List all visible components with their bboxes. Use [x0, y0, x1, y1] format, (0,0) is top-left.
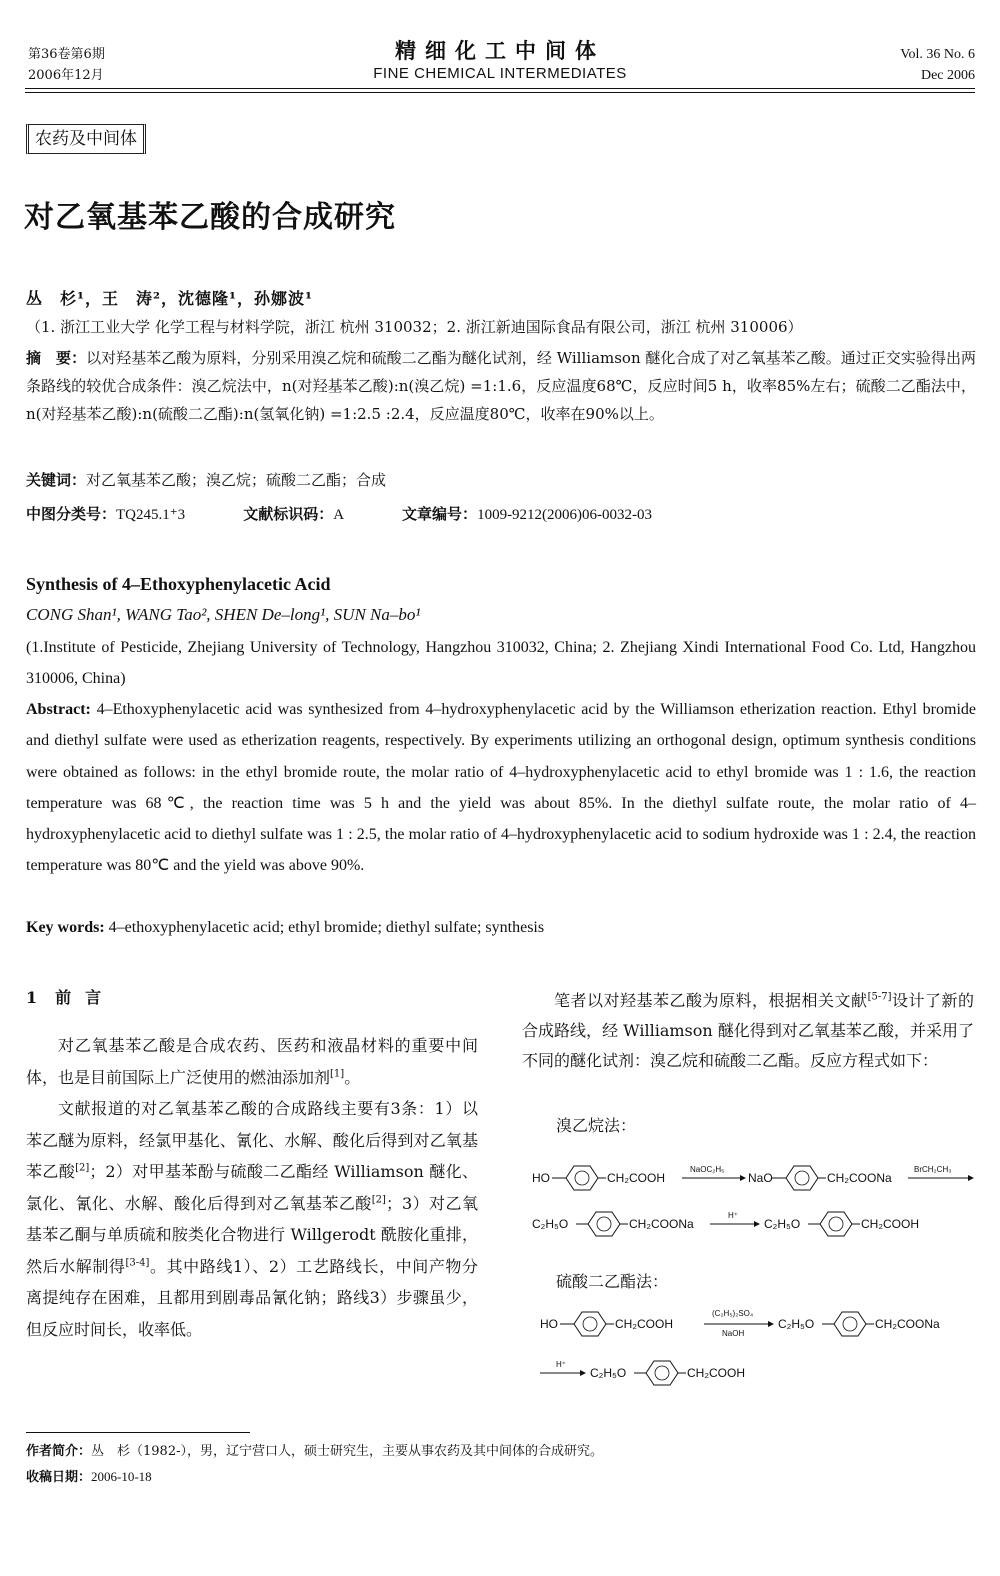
- affiliation-en: (1.Institute of Pesticide, Zhejiang University of Technology, Hangzhou 310032, China; 2. Zhejiang Xindi International Food Co. Ltd, Hangzhou 310006, China): [26, 639, 976, 687]
- section-heading-1: [26, 986, 115, 1010]
- benzene-ring-icon: [834, 1312, 866, 1336]
- abstract-en-label: Abstract:: [26, 701, 91, 718]
- scheme1-acid: H⁺: [728, 1211, 738, 1220]
- received-label: 收稿日期：: [26, 1470, 92, 1485]
- abstract-cn-text: 以对羟基苯乙酸为原料，分别采用溴乙烷和硫酸二乙酯为醚化试剂，经 Williamson 醚化合成了对乙氧基苯乙酸。通过正交实验得出两条路线的较优合成条件：溴乙烷法中，n(对羟基苯乙酸):n(溴乙烷) =1:1.6，反应温度68℃，反应时间5 h，收率85%左右；硫酸二乙酯法中，n(对羟基苯乙酸):n(硫酸二乙酯):n(氢氧化钠) =1:2.5 :2.4，反应温度80℃，收率在90%以上。: [26, 349, 976, 423]
- scheme1-product: CH₂COOH: [861, 1217, 919, 1231]
- doc-code-value: A: [333, 507, 345, 523]
- benzene-ring-icon: [588, 1212, 620, 1236]
- journal-name-en: FINE CHEMICAL INTERMEDIATES: [373, 65, 627, 82]
- keywords-cn-label: 关键词：: [26, 471, 87, 489]
- scheme2-ch2coona: CH₂COONa: [875, 1317, 940, 1331]
- classification-row: [26, 500, 976, 529]
- header-issue-en: [900, 44, 975, 86]
- paper-title-en: Synthesis of 4–Ethoxyphenylacetic Acid: [26, 574, 331, 594]
- citation-ref: [2]: [371, 1194, 386, 1206]
- citation-ref: [5-7]: [867, 991, 892, 1003]
- scheme1-c2h5o: C₂H₅O: [532, 1217, 569, 1231]
- footnote-rule: [26, 1432, 250, 1433]
- scheme2-reagent-top: (C₂H₅)₂SO₄: [712, 1309, 754, 1318]
- header-issue-cn: [28, 44, 105, 86]
- received-date-footnote: [26, 1467, 152, 1488]
- left-column: [26, 1030, 478, 1345]
- author-bio-footnote: [26, 1442, 603, 1462]
- scheme2-reagent-bottom: NaOH: [722, 1329, 745, 1338]
- benzene-ring-icon: [574, 1312, 606, 1336]
- scheme1-ch2coona: CH₂COONa: [827, 1171, 892, 1185]
- clc-label: 中图分类号：: [26, 505, 117, 523]
- intro-paragraph-2: 文献报道的对乙氧基苯乙酸的合成路线主要有3条：1）以苯乙醚为原料，经氯甲基化、氰化、水解、酸化后得到对乙氧基苯乙酸[2]；2）对甲基苯酚与硫酸二乙酯经 Williamson 醚化、氯化、氰化、水解、酸化后得到对乙氧基苯乙酸[2]；3）对乙氧基苯乙酮与单质硫和胺类化合物进行 Willgerodt 酰胺化重排，然后水解制得[3-4]。其中路线1）、2）工艺路线长，中间产物分离提纯存在困难，且都用到剧毒品氰化钠；路线3）步骤虽少，但反应时间长，收率低。: [26, 1099, 478, 1339]
- volume-en: Vol. 36 No. 6: [900, 47, 975, 62]
- reaction-scheme-diethyl-sulfate: [522, 1300, 982, 1392]
- header-rule-thin: [25, 92, 975, 93]
- route2-label: 硫酸二乙酯法：: [556, 1272, 669, 1291]
- authors-en: CONG Shan¹, WANG Tao², SHEN De–long¹, SUN Na–bo¹: [26, 605, 421, 624]
- scheme1-ho: HO: [532, 1171, 550, 1185]
- article-number-label: 文章编号：: [402, 505, 478, 523]
- scheme2-ho: HO: [540, 1317, 558, 1331]
- abstract-en-text: 4–Ethoxyphenylacetic acid was synthesized from 4–hydroxyphenylacetic acid by the Williamson etherization reaction. Ethyl bromide and diethyl sulfate were used as etherization reagents, respectively. By experiments utilizing an orthogonal design, optimum synthesis conditions were obtained as follows: in the ethyl bromide route, the molar ratio of 4–hydroxyphenylacetic acid to ethyl bromide was 1 : 1.6, the reaction temperature was 68℃, the reaction time was 5 h and the yield was about 85%. In the diethyl sulfate route, the molar ratio of 4–hydroxyphenylacetic acid to diethyl sulfate was 1 : 2.5, the molar ratio of 4–hydroxyphenylacetic acid to sodium hydroxide was 1 : 2.4, the reaction temperature was 80℃ and the yield was above 90%.: [26, 701, 977, 875]
- scheme2-product: CH₂COOH: [687, 1366, 745, 1380]
- scheme1-ch2coona-2: CH₂COONa: [629, 1217, 694, 1231]
- clc-value: TQ245.1⁺3: [116, 507, 186, 523]
- bio-text: 丛 杉（1982-），男，辽宁营口人，硕士研究生，主要从事农药及其中间体的合成研究。: [91, 1444, 603, 1459]
- scheme1-reagent2: BrCH₂CH₃: [914, 1165, 952, 1174]
- citation-ref: [2]: [75, 1162, 90, 1174]
- scheme1-nao: NaO: [748, 1171, 773, 1185]
- bio-label: 作者简介：: [26, 1444, 92, 1459]
- citation-ref: [3-4]: [125, 1257, 150, 1269]
- intro-paragraph-3: 笔者以对羟基苯乙酸为原料，根据相关文献[5-7]设计了新的合成路线，经 Williamson 醚化得到对乙氧基苯乙酸，并采用了不同的醚化试剂：溴乙烷和硫酸二乙酯。反应方程式如下：: [522, 991, 974, 1070]
- journal-name-cn: 精细化工中间体: [395, 38, 605, 63]
- scheme2-c2h5o: C₂H₅O: [778, 1317, 815, 1331]
- scheme1-ch2cooh: CH₂COOH: [607, 1171, 665, 1185]
- keywords-cn-text: 对乙氧基苯乙酸；溴乙烷；硫酸二乙酯；合成: [86, 471, 387, 489]
- section-tag: 农药及中间体: [26, 124, 146, 154]
- section-title: 前言: [55, 988, 116, 1007]
- scheme2-c2h5o-2: C₂H₅O: [590, 1366, 627, 1380]
- scheme2-acid: H⁺: [556, 1360, 566, 1369]
- scheme2-ch2cooh: CH₂COOH: [615, 1317, 673, 1331]
- abstract-cn-label: 摘 要：: [26, 349, 87, 367]
- keywords-en: [26, 914, 544, 942]
- article-number-value: 1009-9212(2006)06-0032-03: [477, 507, 653, 523]
- right-column: [522, 986, 974, 1076]
- keywords-en-text: 4–ethoxyphenylacetic acid; ethyl bromide; diethyl sulfate; synthesis: [108, 919, 545, 936]
- date-cn: 2006年12月: [28, 68, 104, 83]
- authors-cn: 丛 杉¹，王 涛²，沈德隆¹，孙娜波¹: [26, 289, 314, 308]
- scheme1-c2h5o-2: C₂H₅O: [764, 1217, 801, 1231]
- keywords-cn: [26, 466, 976, 494]
- intro-paragraph-1: 对乙氧基苯乙酸是合成农药、医药和液晶材料的重要中间体，也是目前国际上广泛使用的燃油添加剂[1]。: [26, 1036, 478, 1087]
- route1-label: 溴乙烷法：: [556, 1116, 637, 1135]
- reaction-scheme-ethyl-bromide: [522, 1150, 982, 1250]
- benzene-ring-icon: [646, 1361, 678, 1385]
- scheme1-reagent1: NaOC₂H₅: [690, 1165, 725, 1174]
- affiliation-cn: （1. 浙江工业大学 化学工程与材料学院，浙江 杭州 310032；2. 浙江新迪国际食品有限公司，浙江 杭州 310006）: [26, 318, 803, 336]
- journal-name: [300, 38, 700, 84]
- doc-code-label: 文献标识码：: [243, 505, 334, 523]
- abstract-en: [26, 694, 976, 882]
- volume-cn: 第36卷第6期: [28, 47, 105, 62]
- keywords-en-label: Key words:: [26, 919, 105, 936]
- received-value: 2006-10-18: [91, 1469, 152, 1484]
- benzene-ring-icon: [566, 1166, 598, 1190]
- citation-ref: [1]: [330, 1068, 345, 1080]
- abstract-cn: [26, 344, 976, 428]
- section-number: 1: [26, 988, 38, 1007]
- benzene-ring-icon: [786, 1166, 818, 1190]
- date-en: Dec 2006: [920, 68, 975, 83]
- header-rule: [25, 88, 975, 89]
- benzene-ring-icon: [820, 1212, 852, 1236]
- paper-title: 对乙氧基苯乙酸的合成研究: [24, 200, 396, 235]
